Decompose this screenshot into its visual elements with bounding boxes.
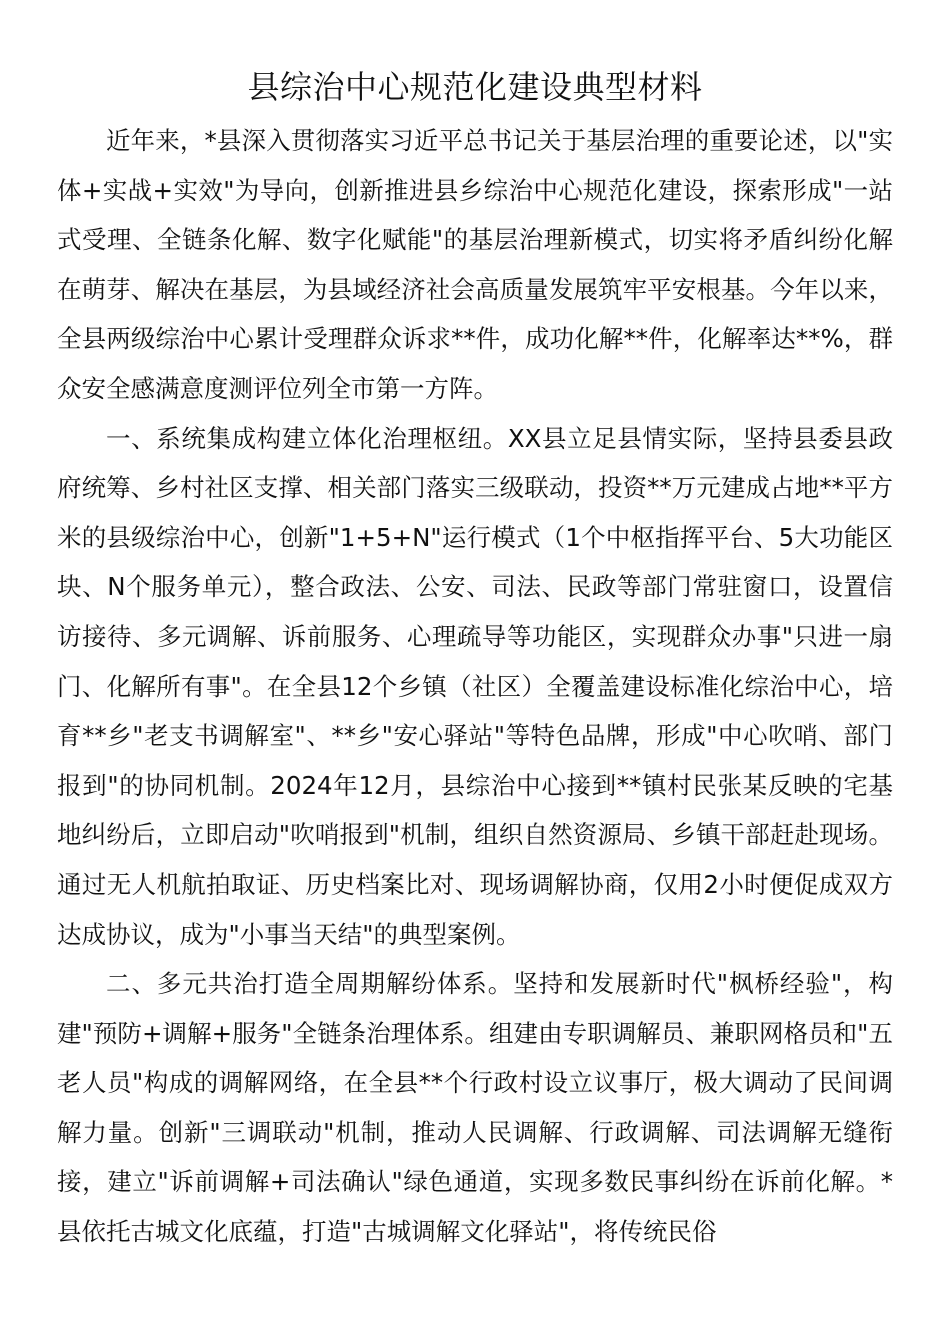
document-title: 县综治中心规范化建设典型材料 <box>247 68 703 106</box>
paragraph-section-one: 一、系统集成构建立体化治理枢纽。XX县立足县情实际，坚持县委县政府统筹、乡村社区支撑、相关部门落实三级联动，投资**万元建成占地**平方米的县级综治中心，创新"1+5+N"运行模式（1个中枢指挥平台、5大功能区块、N个服务单元），整合政法、公安、司法、民政等部门常驻窗口，设置信访接待、多元调解、诉前服务、心理疏导等功能区，实现群众办事"只进一扇门、化解所有事"。在全县12个乡镇（社区）全覆盖建设标准化综治中心，培育**乡"老支书调解室"、**乡"安心驿站"等特色品牌，形成"中心吹哨、部门报到"的协同机制。2024年12月，县综治中心接到**镇村民张某反映的宅基地纠纷后，立即启动"吹哨报到"机制，组织自然资源局、乡镇干部赶赴现场。通过无人机航拍取证、历史档案比对、现场调解协商，仅用2小时便促成双方达成协议，成为"小事当天结"的典型案例。 <box>57 423 893 949</box>
paragraph-intro: 近年来，*县深入贯彻落实习近平总书记关于基层治理的重要论述，以"实体+实战+实效"为导向，创新推进县乡综治中心规范化建设，探索形成"一站式受理、全链条化解、数字化赋能"的基层治理新模式，切实将矛盾纠纷化解在萌芽、解决在基层，为县域经济社会高质量发展筑牢平安根基。今年以来，全县两级综治中心累计受理群众诉求**件，成功化解**件，化解率达**%，群众安全感满意度测评位列全市第一方阵。 <box>57 126 893 403</box>
paragraph-section-two: 二、多元共治打造全周期解纷体系。坚持和发展新时代"枫桥经验"，构建"预防+调解+服务"全链条治理体系。组建由专职调解员、兼职网格员和"五老人员"构成的调解网络，在全县**个行政村设立议事厅，极大调动了民间调解力量。创新"三调联动"机制，推动人民调解、行政调解、司法调解无缝衔接，建立"诉前调解+司法确认"绿色通道，实现多数民事纠纷在诉前化解。*县依托古城文化底蕴，打造"古城调解文化驿站"，将传统民俗 <box>57 969 893 1247</box>
